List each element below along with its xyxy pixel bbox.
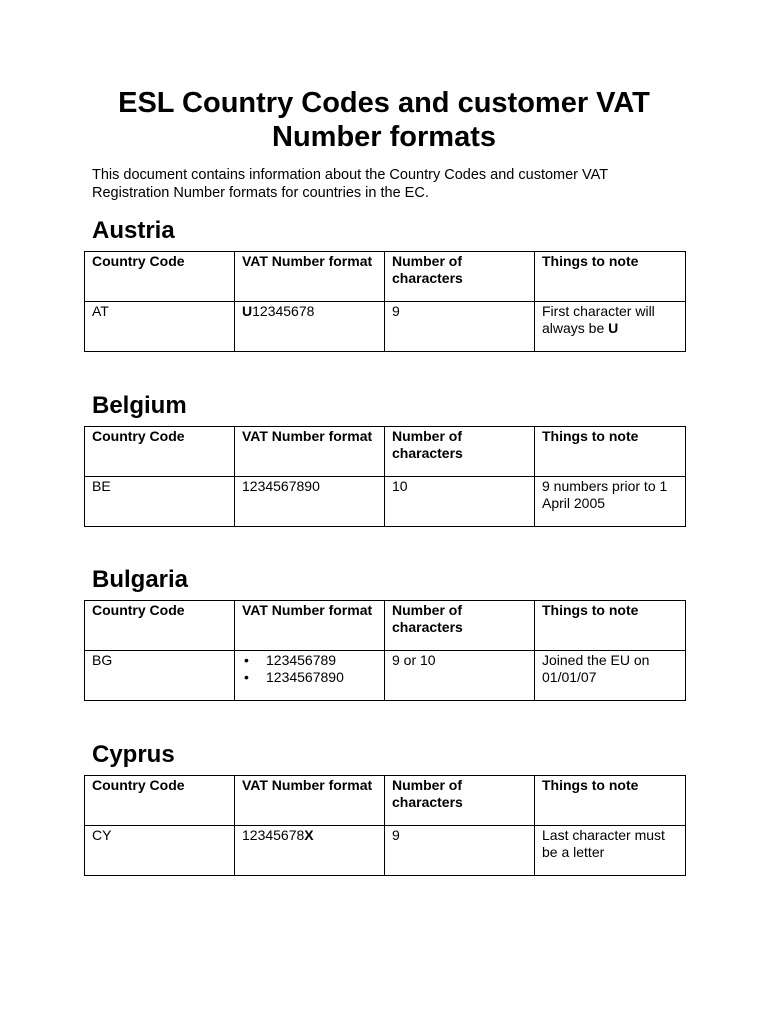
header-vat-format: VAT Number format <box>235 252 385 302</box>
cell-note: Last character must be a letter <box>535 826 686 876</box>
header-char-count: Number of characters <box>385 427 535 477</box>
table-header-row <box>85 427 686 477</box>
cell-note: First character will always be U <box>535 302 686 352</box>
table-row <box>85 477 686 527</box>
section-cyprus <box>84 741 686 876</box>
vat-table <box>84 600 686 701</box>
list-item: • 1234567890 <box>242 669 378 686</box>
vat-table <box>84 251 686 352</box>
cell-note: 9 numbers prior to 1 April 2005 <box>535 477 686 527</box>
header-char-count: Number of characters <box>385 252 535 302</box>
header-country-code: Country Code <box>85 427 235 477</box>
header-char-count: Number of characters <box>385 601 535 651</box>
table-header-row <box>85 776 686 826</box>
list-item: • 123456789 <box>242 652 378 669</box>
cell-country-code: BG <box>85 651 235 701</box>
header-char-count: Number of characters <box>385 776 535 826</box>
table-header-row <box>85 252 686 302</box>
intro-paragraph: This document contains information about the Country Codes and customer VAT Registration Number formats for countries in the EC. <box>92 167 608 201</box>
cell-country-code: BE <box>85 477 235 527</box>
section-heading: Bulgaria <box>92 566 189 593</box>
header-country-code: Country Code <box>85 252 235 302</box>
vat-format-list <box>242 652 378 686</box>
cell-vat-format <box>235 651 385 701</box>
cell-char-count: 10 <box>385 477 535 527</box>
header-country-code: Country Code <box>85 776 235 826</box>
section-austria <box>84 217 686 352</box>
cell-vat-format: 12345678X <box>235 826 385 876</box>
section-belgium <box>84 392 686 527</box>
document-title: ESL Country Codes and customer VAT Number formats <box>118 87 650 153</box>
header-things-to-note: Things to note <box>535 427 686 477</box>
header-things-to-note: Things to note <box>535 252 686 302</box>
table-header-row <box>85 601 686 651</box>
header-country-code: Country Code <box>85 601 235 651</box>
header-things-to-note: Things to note <box>535 776 686 826</box>
table-row <box>85 651 686 701</box>
section-bulgaria <box>84 566 686 701</box>
section-heading: Cyprus <box>92 741 175 768</box>
section-heading: Belgium <box>92 392 187 419</box>
cell-country-code: CY <box>85 826 235 876</box>
header-vat-format: VAT Number format <box>235 601 385 651</box>
table-row <box>85 826 686 876</box>
cell-char-count: 9 <box>385 826 535 876</box>
cell-vat-format: 1234567890 <box>235 477 385 527</box>
vat-table <box>84 775 686 876</box>
cell-country-code: AT <box>85 302 235 352</box>
cell-note: Joined the EU on 01/01/07 <box>535 651 686 701</box>
header-vat-format: VAT Number format <box>235 776 385 826</box>
cell-vat-format: U12345678 <box>235 302 385 352</box>
table-row <box>85 302 686 352</box>
vat-table <box>84 426 686 527</box>
cell-char-count: 9 or 10 <box>385 651 535 701</box>
cell-char-count: 9 <box>385 302 535 352</box>
header-vat-format: VAT Number format <box>235 427 385 477</box>
section-heading: Austria <box>92 217 175 244</box>
header-things-to-note: Things to note <box>535 601 686 651</box>
